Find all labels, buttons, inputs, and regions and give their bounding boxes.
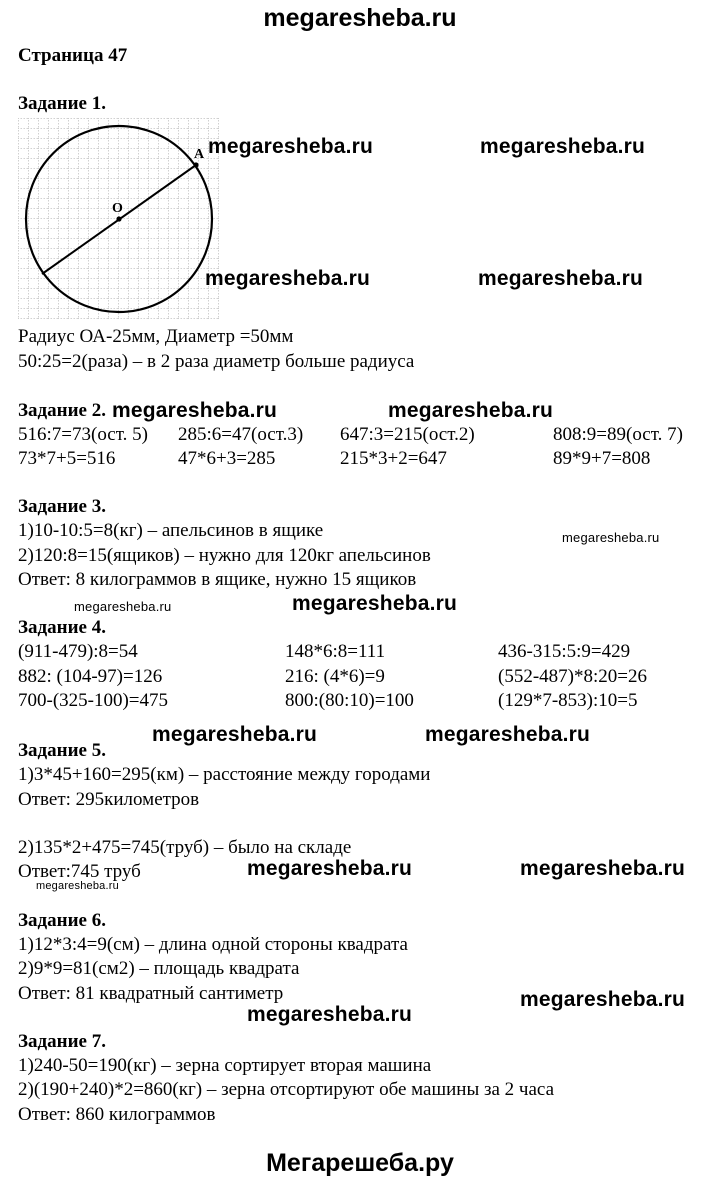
task4-c2-r3: 800:(80:10)=100 bbox=[285, 690, 414, 711]
watermark: megaresheba.ru bbox=[425, 723, 591, 746]
task7-answer: Ответ: 860 килограммов bbox=[18, 1104, 216, 1125]
task4-c3-r1: 436-315:5:9=429 bbox=[498, 641, 631, 662]
task3-answer: Ответ: 8 килограммов в ящике, нужно 15 ящиков bbox=[18, 569, 417, 590]
watermark: megaresheba.ru bbox=[36, 880, 119, 892]
watermark: megaresheba.ru bbox=[74, 599, 172, 614]
watermark: megaresheba.ru bbox=[562, 530, 660, 545]
watermark: megaresheba.ru bbox=[520, 857, 686, 880]
task5-answer2: Ответ:745 труб bbox=[18, 861, 141, 882]
task4-c3-r3: (129*7-853):10=5 bbox=[498, 690, 638, 711]
watermark: megaresheba.ru bbox=[112, 399, 278, 422]
task2-title: Задание 2. bbox=[18, 400, 106, 421]
watermark: megaresheba.ru bbox=[247, 857, 413, 880]
watermark: megaresheba.ru bbox=[208, 135, 374, 158]
task1-line1: Радиус ОА-25мм, Диаметр =50мм bbox=[18, 326, 294, 347]
watermark: megaresheba.ru bbox=[480, 135, 646, 158]
task2-r1-c3: 647:3=215(ост.2) bbox=[340, 424, 475, 445]
task3-title: Задание 3. bbox=[18, 496, 106, 517]
watermark: megaresheba.ru bbox=[520, 988, 686, 1011]
task1-line2: 50:25=2(раза) – в 2 раза диаметр больше радиуса bbox=[18, 351, 415, 372]
site-header: megaresheba.ru bbox=[263, 4, 457, 32]
task7-line2: 2)(190+240)*2=860(кг) – зерна отсортируют обе машины за 2 часа bbox=[18, 1079, 554, 1100]
task7-line1: 1)240-50=190(кг) – зерна сортирует вторая машина bbox=[18, 1055, 432, 1076]
task5-line2: 2)135*2+475=745(труб) – было на складе bbox=[18, 837, 352, 858]
task6-line1: 1)12*3:4=9(см) – длина одной стороны квадрата bbox=[18, 934, 408, 955]
task4-c2-r1: 148*6:8=111 bbox=[285, 641, 386, 662]
task4-c1-r2: 882: (104-97)=126 bbox=[18, 666, 163, 687]
watermark: megaresheba.ru bbox=[152, 723, 318, 746]
point-a bbox=[193, 162, 198, 167]
page-title: Страница 47 bbox=[18, 45, 128, 66]
watermark: megaresheba.ru bbox=[292, 592, 458, 615]
task7-title: Задание 7. bbox=[18, 1031, 106, 1052]
watermark: megaresheba.ru bbox=[247, 1003, 413, 1026]
label-a: A bbox=[194, 147, 205, 162]
watermark: megaresheba.ru bbox=[388, 399, 554, 422]
task2-r2-c3: 215*3+2=647 bbox=[340, 448, 447, 469]
watermark: megaresheba.ru bbox=[478, 267, 644, 290]
center-point bbox=[116, 216, 121, 221]
site-footer: Мегарешеба.ру bbox=[266, 1149, 454, 1177]
task2-r1-c4: 808:9=89(ост. 7) bbox=[553, 424, 683, 445]
task6-answer: Ответ: 81 квадратный сантиметр bbox=[18, 983, 284, 1004]
task2-r2-c2: 47*6+3=285 bbox=[178, 448, 276, 469]
task3-line2: 2)120:8=15(ящиков) – нужно для 120кг апельсинов bbox=[18, 545, 431, 566]
circle-figure bbox=[18, 118, 220, 320]
task4-c1-r1: (911-479):8=54 bbox=[18, 641, 138, 662]
task4-c3-r2: (552-487)*8:20=26 bbox=[498, 666, 647, 687]
label-o: O bbox=[112, 201, 123, 216]
task3-line1: 1)10-10:5=8(кг) – апельсинов в ящике bbox=[18, 520, 324, 541]
task5-line1: 1)3*45+160=295(км) – расстояние между городами bbox=[18, 764, 431, 785]
watermark: megaresheba.ru bbox=[205, 267, 371, 290]
task2-r2-c4: 89*9+7=808 bbox=[553, 448, 651, 469]
task4-c2-r2: 216: (4*6)=9 bbox=[285, 666, 385, 687]
task4-title: Задание 4. bbox=[18, 617, 106, 638]
task4-c1-r3: 700-(325-100)=475 bbox=[18, 690, 169, 711]
task6-title: Задание 6. bbox=[18, 910, 106, 931]
task5-answer1: Ответ: 295километров bbox=[18, 789, 200, 810]
task2-r1-c1: 516:7=73(ост. 5) bbox=[18, 424, 148, 445]
task2-r1-c2: 285:6=47(ост.3) bbox=[178, 424, 304, 445]
task5-title: Задание 5. bbox=[18, 740, 106, 761]
task1-title: Задание 1. bbox=[18, 93, 106, 114]
task2-r2-c1: 73*7+5=516 bbox=[18, 448, 116, 469]
task6-line2: 2)9*9=81(см2) – площадь квадрата bbox=[18, 958, 300, 979]
